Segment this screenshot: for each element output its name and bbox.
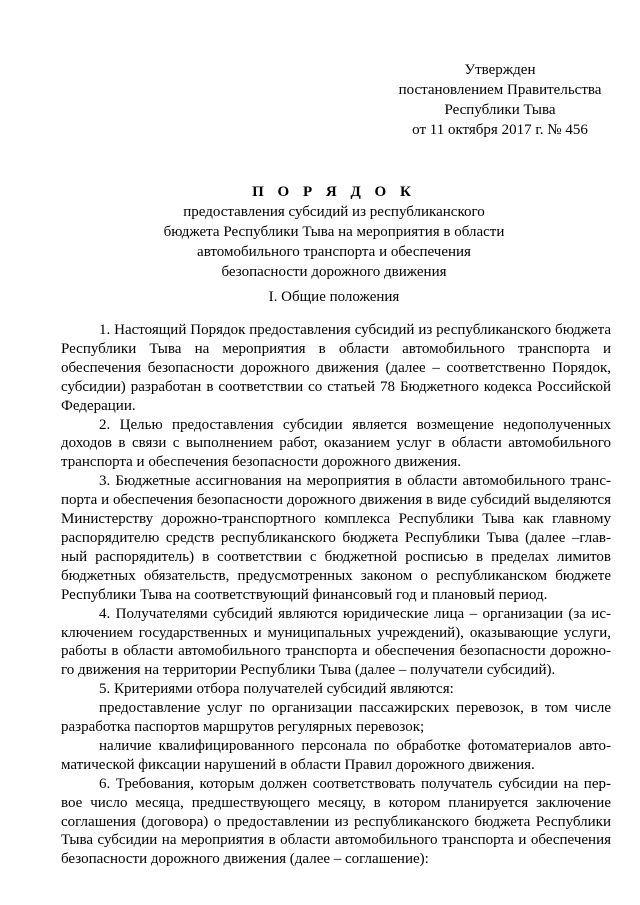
section-heading: I. Общие положения <box>268 289 400 305</box>
paragraph: наличие квалифицированного персонала по обработке фотоматериалов автоматической фиксации нарушений в области Правил дорожного движения. <box>61 737 611 773</box>
subtitle-line: предоставления субсидий из республиканского <box>183 204 485 220</box>
paragraph: 5. Критериями отбора получателей субсидий являются: <box>99 681 454 698</box>
document-title-block <box>80 182 588 282</box>
approval-line-approved: Утвержден <box>464 62 536 78</box>
document-subtitle <box>80 202 588 282</box>
approval-line-date-number: от 11 октября 2017 г. № 456 <box>412 122 588 138</box>
subtitle-line: автомобильного транспорта и обеспечения <box>197 244 471 260</box>
paragraph: 1. Настоящий Порядок предоставления субсидий из республиканского бюджета Республики Тыва на мероприятия в области автомобильного транспорта и обеспечения безопасности дорожного движения (далее – соответственно Порядок, субсидии) разработан в соответствии со статьей 78 Бюджетного кодекса Российской Федерации. <box>61 322 611 414</box>
approval-line-resolution: постановлением Правительства <box>398 82 602 98</box>
document-body <box>61 321 611 869</box>
document-title: П О Р Я Д О К <box>252 184 416 200</box>
paragraph: 3. Бюджетные ассигнования на мероприятия в области автомобильного транспорта и обеспечения безопасности дорожного движения в виде субсидий выделяются Министерству дорожно-транспортного комплекса Республики Тыва как главному распорядителю средств республиканского бюджета Республики Тыва (далее –главный распорядитель) в соответствии с бюджетной росписью в пределах лимитов бюджетных обязательств, предусмотренных законом о республиканском бюджете Республики Тыва на соответствующий финансовый год и плановый период. <box>61 473 611 603</box>
paragraph: 6. Требования, которым должен соответствовать получатель субсидии на первое число месяца, предшествующего месяцу, в котором планируется заключение соглашения (договора) о предоставлении из республиканского бюджета Республики Тыва субсидии на мероприятия в области автомобильного транспорта и обеспечения безопасности дорожного движения (далее – соглашение): <box>61 775 611 868</box>
paragraph: предоставление услуг по организации пассажирских перевозок, в том числе разработка паспортов маршрутов регулярных перевозок; <box>61 700 611 736</box>
approval-line-republic: Республики Тыва <box>444 102 556 118</box>
subtitle-line: бюджета Республики Тыва на мероприятия в области <box>163 224 505 240</box>
subtitle-line: безопасности дорожного движения <box>221 264 447 280</box>
paragraph: 4. Получателями субсидий являются юридические лица – организации (за исключением государственных и муниципальных учреждений), оказывающие услуги, работы в области автомобильного транспорта и обеспечения безопасности дорожного движения на территории Республики Тыва (далее – получатели субсидий). <box>61 605 611 679</box>
paragraph: 2. Целью предоставления субсидии является возмещение недополученных доходов в связи с выполнением работ, оказанием услуг в области автомобильного транспорта и обеспечения безопасности дорожного движения. <box>61 416 611 471</box>
approval-stamp <box>380 60 620 140</box>
